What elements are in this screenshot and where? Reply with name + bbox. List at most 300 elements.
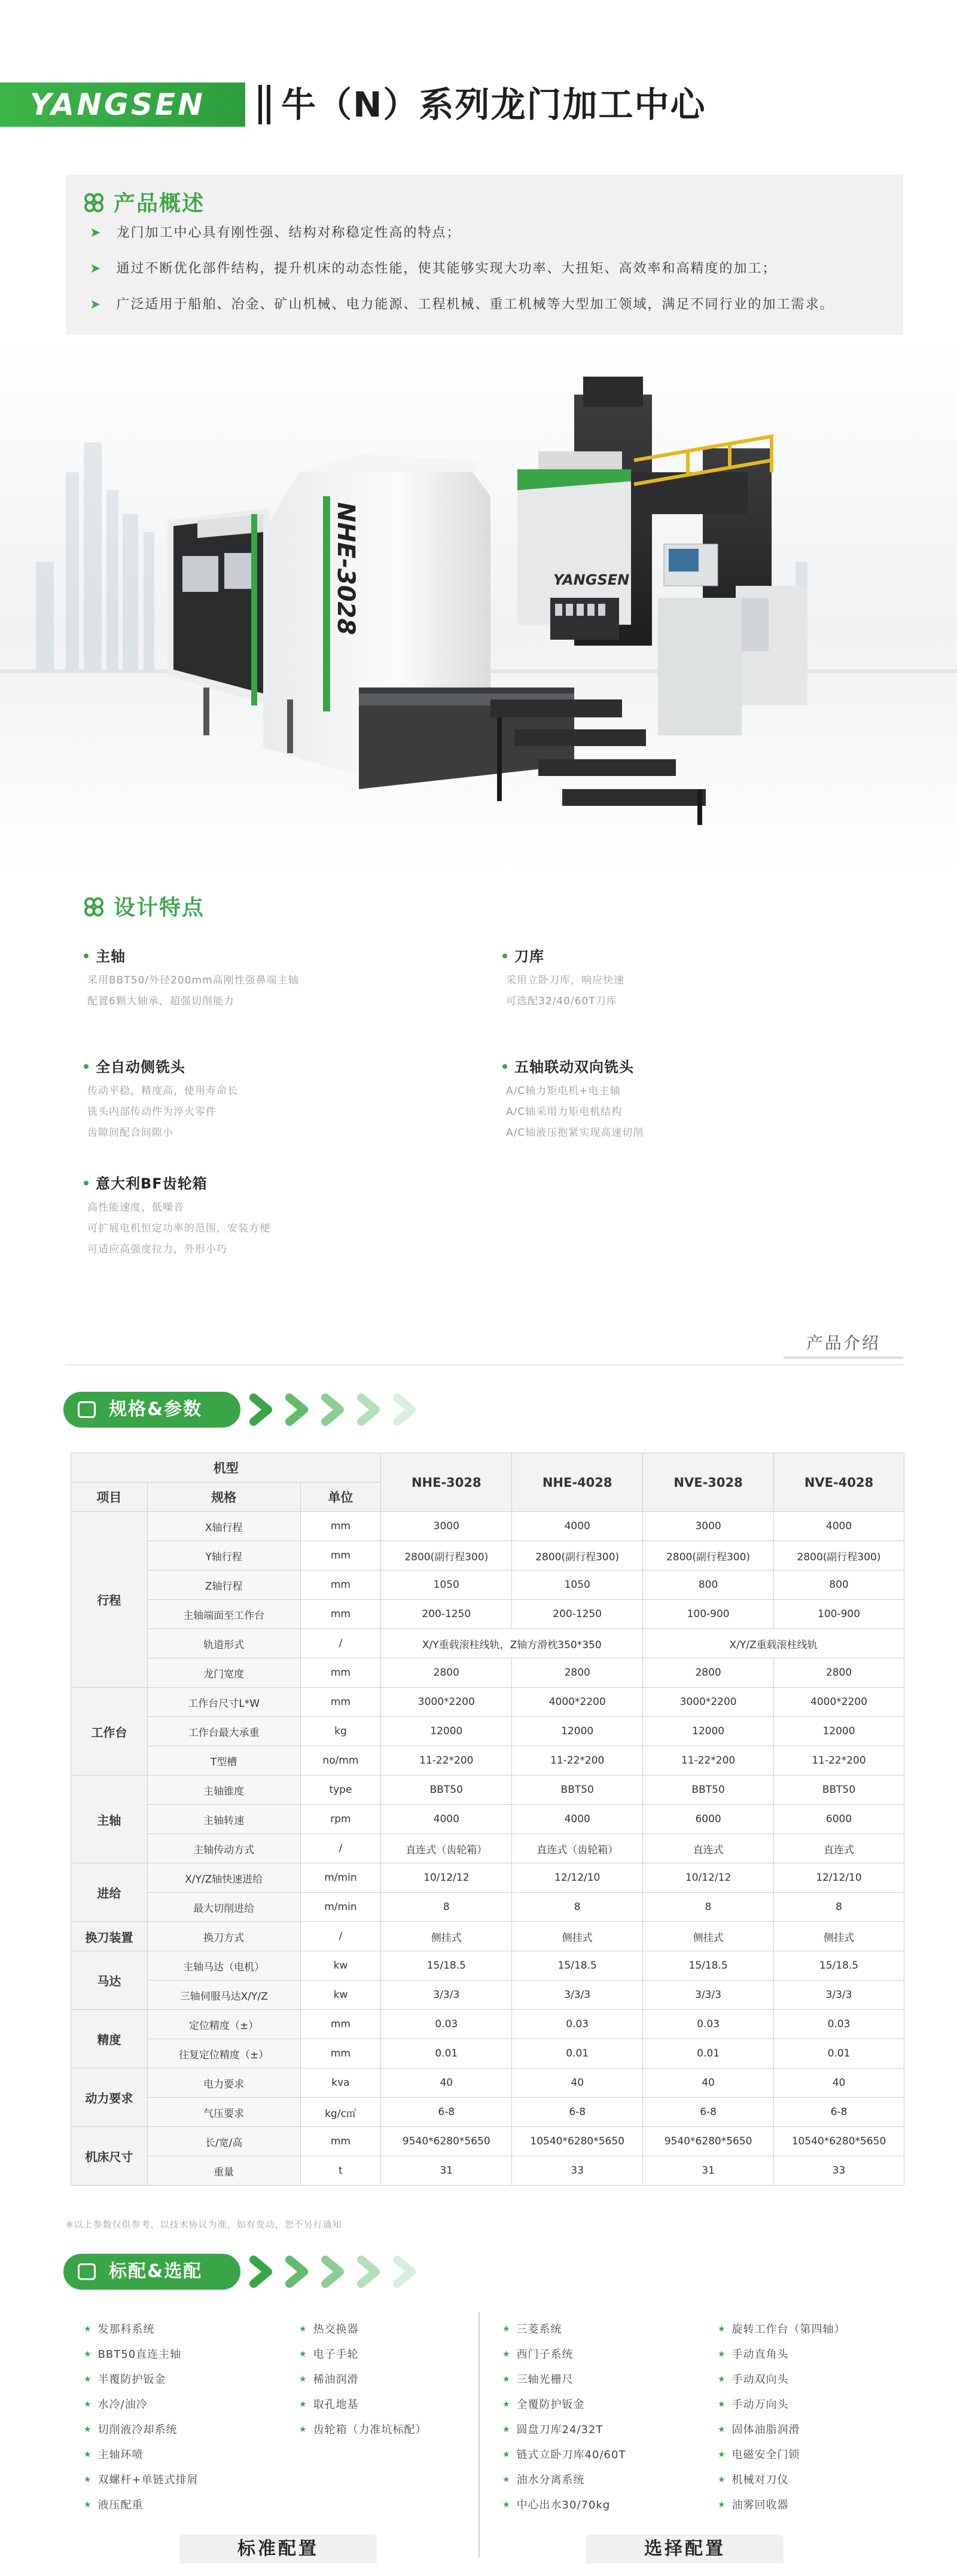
unit-cell: no/mm [300,1746,381,1776]
value-cell: 直连式（齿轮箱） [512,1834,643,1863]
value-cell: 12000 [381,1717,512,1746]
spec-heading-text: 规格&参数 [109,1399,203,1420]
unit-cell: rpm [300,1805,381,1834]
star-icon: ★ [84,2349,92,2359]
table-row [71,1629,904,1658]
config-item: ★ 主轴环喷 [84,2449,144,2461]
config-item: ★ 液压配重 [84,2499,144,2511]
spec-table [71,1453,904,2186]
param-cell: 主轴转速 [147,1805,300,1834]
feature-spindle [84,945,443,1007]
value-cell: 侧挂式 [381,1922,512,1951]
value-cell: 2800(副行程300) [774,1541,904,1570]
config-item: ★ 西门子系统 [502,2348,574,2361]
value-cell: 8 [381,1893,512,1922]
value-cell: 800 [643,1570,774,1600]
config-item: ★ 双螺杆+单链式排屑 [84,2474,199,2486]
arrow-icon: ➤ [90,225,102,240]
value-cell: 0.03 [643,2010,774,2039]
feature-line: 传动平稳，精度高，使用寿命长 [87,1085,238,1097]
value-cell: 0.01 [643,2039,774,2068]
value-cell: 侧挂式 [774,1922,904,1951]
machine-photo [0,335,957,873]
value-cell: 0.01 [512,2039,643,2068]
table-row [71,1746,904,1776]
config-item: ★ 半覆防护钣金 [84,2373,166,2386]
product-intro-label: 产品介绍 [784,1330,903,1359]
value-cell: 12/12/10 [774,1863,904,1893]
value-cell: 12000 [774,1717,904,1746]
table-row [71,1922,904,1951]
value-cell: 0.03 [381,2010,512,2039]
group-cell: 机床尺寸 [71,2127,148,2186]
clover-icon [84,192,104,213]
star-icon: ★ [84,2400,92,2409]
config-item: ★ 全覆防护钣金 [502,2398,585,2411]
value-cell: 4000 [512,1805,643,1834]
value-cell: 1050 [381,1570,512,1600]
table-row [71,2127,904,2156]
value-cell: 200-1250 [381,1600,512,1629]
value-cell: 10/12/12 [381,1863,512,1893]
value-cell: 200-1250 [512,1600,643,1629]
table-row [71,1512,904,1541]
unit-cell: mm [300,2039,381,2068]
value-cell: 11-22*200 [381,1746,512,1776]
value-cell: 3/3/3 [512,1981,643,2010]
param-cell: Y轴行程 [147,1541,300,1570]
standard-config-label: 标准配置 [179,2535,377,2563]
value-cell: 11-22*200 [774,1746,904,1776]
feature-gearbox [84,1172,443,1255]
table-row [71,1951,904,1981]
feature-line: 可扩展电机恒定功率的范围，安装方便 [87,1223,270,1234]
value-cell: 6-8 [643,2098,774,2127]
group-cell: 马达 [71,1951,148,2010]
star-icon: ★ [718,2349,726,2359]
value-cell: 40 [643,2068,774,2098]
value-cell: 4000*2200 [774,1688,904,1717]
unit-cell: m/min [300,1893,381,1922]
value-cell: 15/18.5 [512,1951,643,1981]
overview-line [90,294,834,313]
value-cell: 100-900 [643,1600,774,1629]
unit-cell: kva [300,2068,381,2098]
star-icon: ★ [84,2425,92,2434]
group-cell: 主轴 [71,1776,148,1863]
table-row [71,1981,904,2010]
config-item: ★ 三轴光栅尺 [502,2373,574,2386]
header-model-3: NVE-3028 [643,1453,774,1512]
config-item: ★ 中心出水30/70kg [502,2499,611,2511]
star-icon: ★ [84,2500,92,2510]
value-cell: 0.01 [774,2039,904,2068]
group-cell: 工作台 [71,1688,148,1776]
value-cell: 8 [512,1893,643,1922]
overview-heading [84,187,205,217]
tool-icon [78,2263,96,2280]
value-cell: 8 [643,1893,774,1922]
unit-cell: mm [300,1658,381,1688]
header-spec: 规格 [147,1483,300,1512]
config-item: ★ 切削液冷却系统 [84,2424,178,2436]
param-cell: X轴行程 [147,1512,300,1541]
value-cell: 12000 [512,1717,643,1746]
unit-cell: kw [300,1951,381,1981]
value-cell: 33 [774,2156,904,2186]
value-cell: 6000 [643,1805,774,1834]
chevron-decoration [242,1392,445,1428]
header-unit: 单位 [300,1483,381,1512]
value-cell: BBT50 [643,1776,774,1805]
param-cell: 主轴锥度 [147,1776,300,1805]
table-row [71,1658,904,1688]
param-cell: 定位精度（±） [147,2010,300,2039]
table-row [71,1834,904,1863]
unit-cell: mm [300,2127,381,2156]
value-cell: 15/18.5 [643,1951,774,1981]
value-cell: 9540*6280*5650 [643,2127,774,2156]
param-cell: 主轴端面至工作台 [147,1600,300,1629]
star-icon: ★ [299,2324,307,2334]
value-cell: 100-900 [774,1600,904,1629]
star-icon: ★ [299,2375,307,2384]
value-cell: 15/18.5 [381,1951,512,1981]
design-heading-text: 设计特点 [114,896,205,920]
value-cell: 6000 [774,1805,904,1834]
value-cell: 4000 [512,1512,643,1541]
config-item: ★ 固体油脂润滑 [718,2424,800,2436]
unit-cell: / [300,1834,381,1863]
param-cell: 轨道形式 [147,1629,300,1658]
feature-title: 五轴联动双向铣头 [502,1055,861,1076]
value-cell: 3/3/3 [774,1981,904,2010]
param-cell: 工作台尺寸L*W [147,1688,300,1717]
feature-title: 全自动侧铣头 [84,1055,443,1076]
header-model-1: NHE-3028 [381,1453,512,1512]
value-cell: 31 [381,2156,512,2186]
feature-line: A/C轴采用力矩电机结构 [506,1106,623,1118]
overview-line [90,258,776,277]
value-cell: 3000 [643,1512,774,1541]
value-cell: 3000*2200 [381,1688,512,1717]
value-cell: 15/18.5 [774,1951,904,1981]
header-item: 项目 [71,1483,148,1512]
value-cell: 3/3/3 [643,1981,774,2010]
feature-line: 可选配32/40/60T刀库 [506,995,617,1007]
table-row [71,1805,904,1834]
unit-cell: mm [300,1541,381,1570]
star-icon: ★ [718,2425,726,2434]
config-item: ★ 三菱系统 [502,2323,562,2336]
page-header [0,72,957,137]
spec-footnote: ※以上参数仅供参考，以技术协议为准，如有变动，恕不另行通知 [66,2219,342,2230]
star-icon: ★ [718,2475,726,2485]
group-cell: 行程 [71,1512,148,1688]
unit-cell: mm [300,1512,381,1541]
unit-cell: kg/c㎡ [300,2098,381,2127]
design-heading [84,891,205,921]
param-cell: 换刀方式 [147,1922,300,1951]
feature-line: A/C轴力矩电机+电主轴 [506,1085,621,1097]
star-icon: ★ [718,2500,726,2510]
value-cell: BBT50 [512,1776,643,1805]
star-icon: ★ [502,2425,511,2434]
machine-model-label: NHE-3028 [332,502,359,635]
tool-icon [78,1401,96,1418]
param-cell: 工作台最大承重 [147,1717,300,1746]
config-item: ★ 手动双向头 [718,2373,789,2386]
unit-cell: mm [300,1570,381,1600]
star-icon: ★ [502,2324,511,2334]
star-icon: ★ [502,2475,511,2485]
config-item: ★ BBT50直连主轴 [84,2348,182,2361]
design-section [0,885,957,1327]
config-item: ★ 油雾回收器 [718,2499,789,2511]
value-cell: 31 [643,2156,774,2186]
table-row [71,1717,904,1746]
star-icon: ★ [84,2450,92,2459]
table-row [71,1541,904,1570]
star-icon: ★ [718,2450,726,2459]
value-cell: 3000*2200 [643,1688,774,1717]
value-cell: 3/3/3 [381,1981,512,2010]
value-cell: 10540*6280*5650 [774,2127,904,2156]
config-item: ★ 圆盘刀库24/32T [502,2424,604,2436]
spec-table-body [71,1512,904,2186]
divider [66,1364,903,1365]
header-model-4: NVE-4028 [774,1453,904,1512]
config-item: ★ 机械对刀仪 [718,2474,789,2486]
table-row [71,1600,904,1629]
config-heading-text: 标配&选配 [109,2261,203,2282]
value-cell: 侧挂式 [643,1922,774,1951]
table-row [71,2098,904,2127]
header-model: 机型 [71,1453,381,1483]
config-item: ★ 链式立卧刀库40/60T [502,2449,626,2461]
unit-cell: mm [300,1600,381,1629]
optional-config-label: 选择配置 [586,2535,784,2563]
star-icon: ★ [502,2500,511,2510]
value-cell: 11-22*200 [512,1746,643,1776]
table-row [71,2010,904,2039]
value-cell: 2800(副行程300) [643,1541,774,1570]
overview-text: 通过不断优化部件结构，提升机床的动态性能，使其能够实现大功率、大扭矩、高效率和高精度的加工； [116,261,777,276]
value-cell: 10540*6280*5650 [512,2127,643,2156]
feature-line: 齿隙间配合间隙小 [87,1127,173,1139]
star-icon: ★ [84,2324,92,2334]
feature-five-axis-head [502,1055,861,1139]
value-cell: 0.01 [381,2039,512,2068]
overview-text: 龙门加工中心具有刚性强、结构对称稳定性高的特点； [116,225,461,240]
feature-line: A/C轴液压抱紧实现高速切削 [506,1127,644,1139]
table-row [71,2068,904,2098]
star-icon: ★ [84,2475,92,2485]
star-icon: ★ [299,2400,307,2409]
unit-cell: kg [300,1717,381,1746]
group-cell: 动力要求 [71,2068,148,2127]
config-item: ★ 热交换器 [299,2323,359,2336]
unit-cell: mm [300,2010,381,2039]
table-row [71,1863,904,1893]
param-cell: 往复定位精度（±） [147,2039,300,2068]
config-item: ★ 水冷/油冷 [84,2398,148,2411]
value-cell: 6-8 [512,2098,643,2127]
table-row [71,2039,904,2068]
feature-tool-magazine [502,945,861,1007]
value-cell: 直连式 [643,1834,774,1863]
value-cell: 侧挂式 [512,1922,643,1951]
param-cell: 主轴马达（电机） [147,1951,300,1981]
value-cell: 8 [774,1893,904,1922]
config-item: ★ 旋转工作台（第四轴） [718,2323,846,2336]
param-cell: 三轴伺服马达X/Y/Z [147,1981,300,2010]
param-cell: 龙门宽度 [147,1658,300,1688]
star-icon: ★ [84,2375,92,2384]
param-cell: 气压要求 [147,2098,300,2127]
value-cell: 3000 [381,1512,512,1541]
value-cell: 0.03 [512,2010,643,2039]
value-cell: 40 [381,2068,512,2098]
config-item: ★ 手动直角头 [718,2348,789,2361]
unit-cell: / [300,1922,381,1951]
config-item: ★ 油水分离系统 [502,2474,585,2486]
clover-icon [84,897,104,917]
param-cell: 最大切削进给 [147,1893,300,1922]
star-icon: ★ [502,2349,511,2359]
group-cell: 精度 [71,2010,148,2068]
star-icon: ★ [718,2324,726,2334]
value-cell: 4000*2200 [512,1688,643,1717]
value-cell: 4000 [774,1512,904,1541]
star-icon: ★ [718,2375,726,2384]
config-item: ★ 手动万向头 [718,2398,789,2411]
unit-cell: / [300,1629,381,1658]
value-cell: X/Y重载滚柱线轨，Z轴方滑枕350*350 [381,1629,643,1658]
table-row [71,1776,904,1805]
feature-line: 配置6颗大轴承，超强切削能力 [87,995,234,1007]
machine-brand-label: YANGSEN [553,572,630,588]
arrow-icon: ➤ [90,297,102,312]
group-cell: 进给 [71,1863,148,1922]
config-item: ★ 齿轮箱（力准坑标配） [299,2424,427,2436]
config-panel [66,2312,903,2563]
star-icon: ★ [502,2450,511,2459]
divider [258,85,262,124]
overview-text: 广泛适用于船舶、冶金、矿山机械、电力能源、工程机械、重工机械等大型加工领域，满足不同行业的加工需求。 [116,297,834,312]
divider [478,2312,480,2557]
spec-heading [63,1392,240,1428]
value-cell: 9540*6280*5650 [381,2127,512,2156]
config-item: ★ 发那科系统 [84,2323,155,2336]
page-title: 牛（N）系列龙门加工中心 [281,84,706,125]
brand-logo: YANGSEN [0,82,245,127]
feature-title: 刀库 [502,945,861,965]
unit-cell: type [300,1776,381,1805]
table-row [71,2156,904,2186]
table-row [71,1893,904,1922]
unit-cell: kw [300,1981,381,2010]
value-cell: 2800 [512,1658,643,1688]
feature-title: 主轴 [84,945,443,965]
value-cell: 12/12/10 [512,1863,643,1893]
value-cell: 2800 [643,1658,774,1688]
value-cell: X/Y/Z重载滚柱线轨 [643,1629,904,1658]
param-cell: 重量 [147,2156,300,2186]
star-icon: ★ [718,2400,726,2409]
star-icon: ★ [502,2400,511,2409]
param-cell: 主轴传动方式 [147,1834,300,1863]
feature-line: 可适应高强度拉力，外形小巧 [87,1243,227,1255]
config-item: ★ 电磁安全门锁 [718,2449,800,2461]
value-cell: 2800(副行程300) [512,1541,643,1570]
value-cell: 40 [512,2068,643,2098]
feature-side-milling-head [84,1055,443,1139]
param-cell: 电力要求 [147,2068,300,2098]
arrow-icon: ➤ [90,261,102,276]
star-icon: ★ [502,2375,511,2384]
unit-cell: mm [300,1688,381,1717]
chevron-decoration [242,2254,445,2290]
value-cell: 直连式 [774,1834,904,1863]
value-cell: 6-8 [774,2098,904,2127]
overview-panel [66,175,903,336]
table-row [71,1688,904,1717]
divider [267,85,270,124]
value-cell: 0.03 [774,2010,904,2039]
header-model-2: NHE-4028 [512,1453,643,1512]
overview-heading-text: 产品概述 [114,191,205,216]
param-cell: T型槽 [147,1746,300,1776]
value-cell: 800 [774,1570,904,1600]
star-icon: ★ [299,2349,307,2359]
param-cell: 长/宽/高 [147,2127,300,2156]
overview-line [90,222,461,241]
feature-line: 铣头内部传动件为淬火零件 [87,1106,217,1118]
unit-cell: m/min [300,1863,381,1893]
value-cell: BBT50 [774,1776,904,1805]
value-cell: 33 [512,2156,643,2186]
param-cell: X/Y/Z轴快速进给 [147,1863,300,1893]
feature-line: 采用立卧刀库，响应快速 [506,974,624,986]
value-cell: 1050 [512,1570,643,1600]
value-cell: 10/12/12 [643,1863,774,1893]
value-cell: 2800 [774,1658,904,1688]
machine-illustration [0,335,957,873]
value-cell: 6-8 [381,2098,512,2127]
table-row [71,1570,904,1600]
config-item: ★ 电子手轮 [299,2348,359,2361]
value-cell: 4000 [381,1805,512,1834]
config-heading [63,2254,240,2290]
star-icon: ★ [299,2425,307,2434]
config-item: ★ 取孔地基 [299,2398,359,2411]
feature-line: 高性能速度，低噪音 [87,1202,184,1214]
value-cell: 直连式（齿轮箱） [381,1834,512,1863]
group-cell: 换刀装置 [71,1922,148,1951]
value-cell: 11-22*200 [643,1746,774,1776]
value-cell: 2800 [381,1658,512,1688]
config-item: ★ 稀油润滑 [299,2373,359,2386]
value-cell: 2800(副行程300) [381,1541,512,1570]
value-cell: 12000 [643,1717,774,1746]
feature-line: 采用BBT50/外径200mm高刚性强鼻端主轴 [87,974,299,986]
feature-title: 意大利BF齿轮箱 [84,1172,443,1193]
unit-cell: t [300,2156,381,2186]
value-cell: 40 [774,2068,904,2098]
value-cell: BBT50 [381,1776,512,1805]
param-cell: Z轴行程 [147,1570,300,1600]
